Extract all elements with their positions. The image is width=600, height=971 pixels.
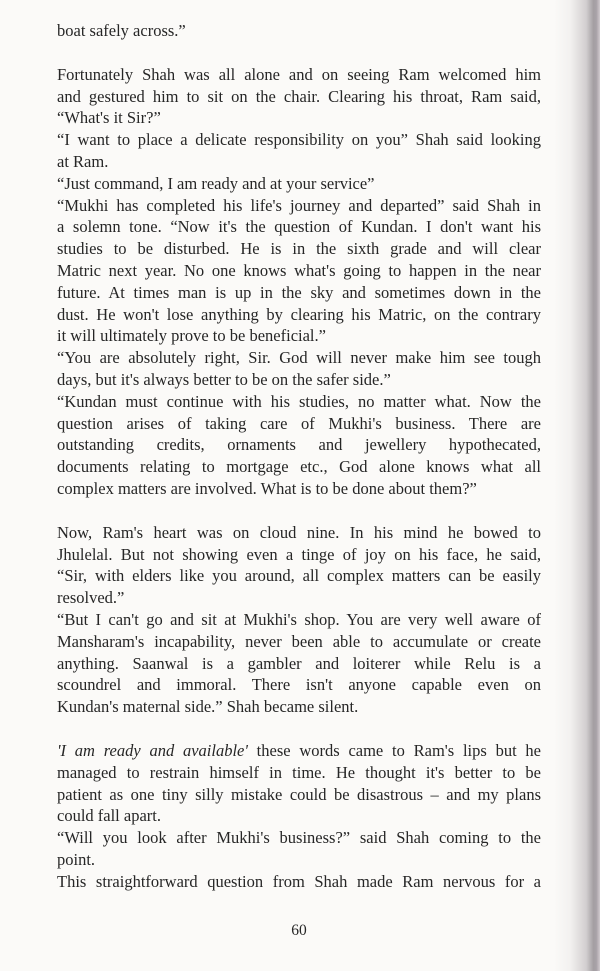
text-line xyxy=(57,129,541,151)
text-segment: question arises of taking care of Mukhi's business. There are xyxy=(57,413,541,433)
text-line xyxy=(57,674,541,696)
text-line xyxy=(57,325,541,347)
text-segment: Matric next year. No one knows what's going to happen in the near xyxy=(57,260,541,280)
text-segment: patient as one tiny silly mistake could be disastrous – and my plans xyxy=(57,784,541,804)
text-line xyxy=(57,522,541,544)
text-line xyxy=(57,805,541,827)
text-line xyxy=(57,304,541,326)
text-segment: anything. Saanwal is a gambler and loiterer while Relu is a xyxy=(57,653,541,673)
text-line xyxy=(57,762,541,784)
paragraph xyxy=(57,129,541,173)
paragraph xyxy=(57,173,541,195)
text-line xyxy=(57,391,541,413)
paragraph xyxy=(57,522,541,609)
text-line xyxy=(57,653,541,675)
text-line xyxy=(57,413,541,435)
paragraph xyxy=(57,827,541,871)
text-line xyxy=(57,369,541,391)
text-segment: Now, Ram's heart was on cloud nine. In his mind he bowed to xyxy=(57,522,541,542)
text-line xyxy=(57,565,541,587)
text-line xyxy=(57,631,541,653)
text-segment: point. xyxy=(57,849,96,869)
paragraph xyxy=(57,871,541,893)
text-segment: studies to be disturbed. He is in the sixth grade and will clear xyxy=(57,239,541,259)
text-segment: “But I can't go and sit at Mukhi's shop. You are very well aware of xyxy=(57,609,541,629)
text-segment: Mansharam's incapability, never been able to accumulate or create xyxy=(57,631,541,651)
text-line xyxy=(57,216,541,238)
text-segment: could fall apart. xyxy=(57,806,161,826)
text-line xyxy=(57,173,541,195)
paragraph xyxy=(57,347,541,391)
text-segment: This straightforward question from Shah made Ram nervous for a xyxy=(57,871,541,891)
text-segment: scoundrel and immoral. There isn't anyone capable even on xyxy=(57,675,541,695)
text-segment: “Mukhi has completed his life's journey and departed” said Shah in xyxy=(57,195,541,215)
text-line xyxy=(57,849,541,871)
text-line xyxy=(57,609,541,631)
text-segment: it will ultimately prove to be beneficial.” xyxy=(57,326,326,346)
paragraph xyxy=(57,391,541,500)
paragraph xyxy=(57,64,541,129)
text-line xyxy=(57,347,541,369)
text-line xyxy=(57,195,541,217)
text-segment: “Kundan must continue with his studies, no matter what. Now the xyxy=(57,391,541,411)
page-edge-shadow xyxy=(554,0,600,971)
paragraph xyxy=(57,609,541,718)
paragraph xyxy=(57,20,541,42)
text-segment: dust. He won't lose anything by clearing his Matric, on the contrary xyxy=(57,304,541,324)
text-line xyxy=(57,151,541,173)
text-line xyxy=(57,282,541,304)
text-segment: “I want to place a delicate responsibility on you” Shah said looking xyxy=(57,130,541,150)
text-line xyxy=(57,696,541,718)
text-line xyxy=(57,238,541,260)
text-line xyxy=(57,871,541,893)
text-line xyxy=(57,478,541,500)
text-segment: at Ram. xyxy=(57,151,109,171)
text-segment: future. At times man is up in the sky and sometimes down in the xyxy=(57,282,541,302)
text-column xyxy=(57,20,541,892)
paragraph xyxy=(57,195,541,348)
text-segment: resolved.” xyxy=(57,588,125,608)
text-line xyxy=(57,260,541,282)
text-segment: managed to restrain himself in time. He thought it's better to be xyxy=(57,762,541,782)
text-line xyxy=(57,107,541,129)
text-line xyxy=(57,740,541,762)
italic-text-segment: 'I am ready and available' xyxy=(57,740,248,760)
text-segment: Jhulelal. But not showing even a tinge of joy on his face, he said, xyxy=(57,544,541,564)
text-segment: “Will you look after Mukhi's business?” said Shah coming to the xyxy=(57,828,541,848)
text-line xyxy=(57,456,541,478)
text-segment: a solemn tone. “Now it's the question of Kundan. I don't want his xyxy=(57,217,541,237)
text-segment: “Just command, I am ready and at your service” xyxy=(57,173,375,193)
text-segment: Kundan's maternal side.” Shah became silent. xyxy=(57,697,359,717)
text-line xyxy=(57,434,541,456)
text-segment: days, but it's always better to be on the safer side.” xyxy=(57,369,391,389)
text-line xyxy=(57,544,541,566)
text-segment: Fortunately Shah was all alone and on seeing Ram welcomed him xyxy=(57,64,541,84)
text-segment: outstanding credits, ornaments and jewellery hypothecated, xyxy=(57,435,541,455)
text-line xyxy=(57,20,541,42)
text-line xyxy=(57,86,541,108)
text-line xyxy=(57,587,541,609)
text-line xyxy=(57,784,541,806)
text-line xyxy=(57,64,541,86)
text-segment: documents relating to mortgage etc., God alone knows what all xyxy=(57,457,541,477)
text-segment: and gestured him to sit on the chair. Clearing his throat, Ram said, xyxy=(57,86,541,106)
text-segment: these words came to Ram's lips but he xyxy=(247,740,541,760)
paragraph xyxy=(57,740,541,827)
text-line xyxy=(57,827,541,849)
text-segment: complex matters are involved. What is to be done about them?” xyxy=(57,478,477,498)
text-segment: boat safely across.” xyxy=(57,21,186,40)
text-segment: “You are absolutely right, Sir. God will never make him see tough xyxy=(57,348,541,368)
text-segment: “Sir, with elders like you around, all complex matters can be easily xyxy=(57,566,541,586)
page-number: 60 xyxy=(291,922,307,939)
text-segment: “What's it Sir?” xyxy=(57,108,161,128)
